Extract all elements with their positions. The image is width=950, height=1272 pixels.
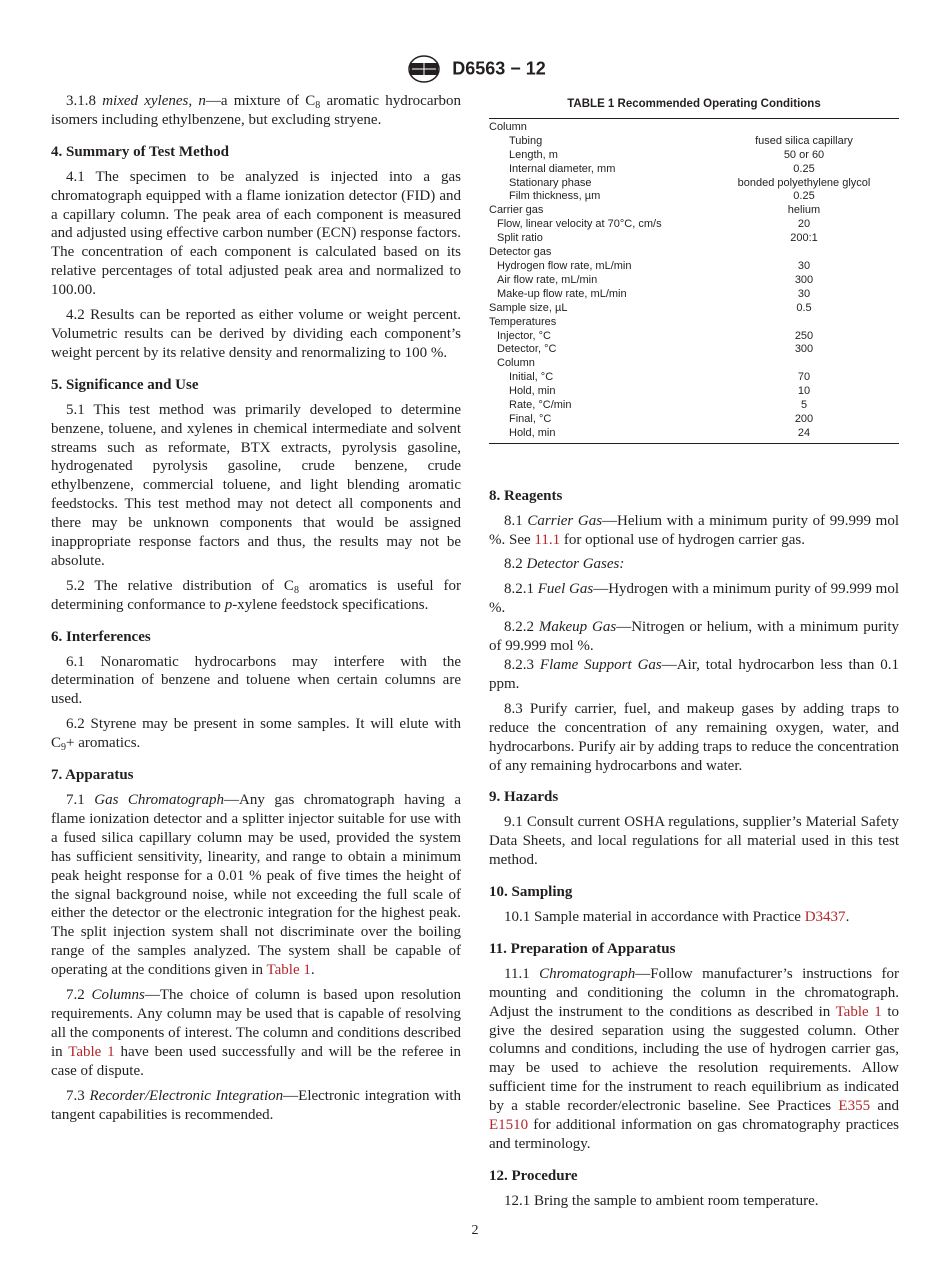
table-cell-value: 30 [797,259,811,272]
section-4-heading: 4. Summary of Test Method [51,143,229,160]
e1510-link[interactable]: E1510 [489,1117,529,1134]
paragraph-5-1: 5.1 This test method was primarily developed to determine benzene, toluene, and xylenes in chemical intermediate and solvent streams such as reformate, BTX extracts, pyrolysis gasoline, hydrogenated pyrolysis gasoline, crude benzene, crude ethylbenzene, commercial toluene, and light blending aromatic feedstocks. This test method may not detect all components and there may be unknown components that would be assigned inappropriate response factors and thus, the results may not be absolute. [51,401,461,569]
table-cell-label: Hold, min [509,385,556,398]
table-cell-value [709,357,899,371]
paragraph-8-2-2: 8.2.2 Makeup Gas—Nitrogen or helium, with a minimum purity of 99.999 mol %. [489,619,900,655]
table-cell-label: Initial, °C [509,371,554,384]
page-header [0,54,950,84]
table-cell-label: Carrier gas [489,204,544,217]
table-row [489,371,899,385]
paragraph-9-1: 9.1 Consult current OSHA regulations, supplier’s Material Safety Data Sheets, and local regulations for all material used in this test method. [489,814,899,869]
table-row [489,232,899,246]
table-1-title: TABLE 1 Recommended Operating Conditions [567,98,821,110]
table-row [489,135,899,149]
table-row [489,413,899,427]
paragraph-6-2: 6.2 Styrene may be present in some samples. It will elute with $C_9+$ aromatics. [51,716,461,754]
table-cell-value: 24 [797,426,811,439]
table-cell-value: 300 [794,343,814,356]
table-cell-value: 10 [797,385,811,398]
table-cell-value: 200:1 [790,232,818,245]
section-8-heading: 8. Reagents [489,487,563,504]
section-10-heading: 10. Sampling [489,884,573,901]
paragraph-12-1: 12.1 Bring the sample to ambient room temperature. [504,1192,819,1209]
page-number: 2 [471,1223,479,1238]
table-cell-label: Injector, °C [497,329,551,342]
paragraph-3-1-8: 3.1.8 mixed xylenes, n—a mixture of $C_8$ aromatic hydrocarbon isomers including ethylbenzene, but excluding stryene. [51,93,461,128]
table-cell-value: 50 or 60 [783,148,825,161]
paragraph-8-2: 8.2 Detector Gases: [504,556,625,573]
table-cell-value [709,316,899,330]
table-cell-value: 200 [794,412,814,425]
paragraph-11-1: 11.1 Chromatograph—Follow manufacturer’s instructions for mounting and conditioning the column in the chromatograph. Adjust the instrument to the conditions as described in Table 1 to give the desired separation using the suggested column. Other columns and conditions, including the use of hydrogen carrier gas, may be used to achieve the resolution requirements. Allow sufficient time for the instrument to reach equilibrium as indicated by a stable recorder/electronic baseline. See Practices E355 and E1510 for additional information on gas chromatography practices and terminology. [489,965,900,1152]
paragraph-4-2: 4.2 Results can be reported as either volume or weight percent. Volumetric results can be derived by dividing each component’s weight percent by its relative density and renormalizing to 100 %. [51,307,461,361]
table-row [489,246,899,260]
table-1-link[interactable]: Table 1 [266,962,311,979]
table-cell-value: 30 [797,287,811,300]
table-cell-label: Column [489,120,527,133]
paragraph-4-1: 4.1 The specimen to be analyzed is injected into a gas chromatograph equipped with a flame ionization detector (FID) and a capillary column. The peak area of each component is measured and adjusted using effective carbon number (ECN) response factors. The concentration of each component is calculated based on its relative percentages of total adjusted peak area and normalized to 100.00. [51,168,462,299]
table-cell-label: Final, °C [509,412,552,425]
table-row [489,204,899,218]
table-cell-label: Column [497,357,535,370]
table-cell-value: bonded polyethylene glycol [737,176,871,189]
table-cell-label: Flow, linear velocity at 70°C, cm/s [497,218,662,231]
table-cell-value: 0.25 [793,162,815,175]
table-cell-value: 300 [794,273,814,286]
astm-logo-icon [404,54,444,84]
table-row [489,399,899,413]
table-cell-label: Rate, °C/min [509,399,572,412]
table-row [489,218,899,232]
paragraph-7-2: 7.2 Columns—The choice of column is based upon resolution requirements. Any column may be used that is capable of resolving all the components of interest. The column and conditions described in Table 1 have been used successfully and will be the referee in case of dispute. [51,987,461,1079]
table-row [489,316,899,330]
section-6-heading: 6. Interferences [51,628,151,645]
table-cell-value: 5 [800,399,808,412]
paragraph-5-2: 5.2 The relative distribution of $C_8$ aromatics is useful for determining conformance to p-xylene feedstock specifications. [51,577,461,613]
section-7-heading: 7. Apparatus [51,767,134,784]
paragraph-6-1: 6.1 Nonaromatic hydrocarbons may interfere with the determination of benzene and toluene when certain columns are used. [51,653,461,708]
table-cell-value: 20 [797,218,811,231]
table-1-link[interactable]: Table 1 [835,1003,882,1020]
right-column [489,92,899,1217]
table-1-link[interactable]: Table 1 [68,1043,115,1060]
table-cell-value: 70 [797,371,811,384]
table-cell-label: Detector gas [489,246,552,259]
table-row [489,357,899,371]
section-11-heading: 11. Preparation of Apparatus [489,940,676,957]
table-row [489,163,899,177]
left-column [51,92,461,1130]
table-row [489,118,899,134]
e355-link[interactable]: E355 [838,1098,871,1115]
paragraph-8-2-3: 8.2.3 Flame Support Gas—Air, total hydrocarbon less than 0.1 ppm. [489,657,900,692]
table-cell-value [709,246,899,260]
section-9-heading: 9. Hazards [489,789,559,806]
table-cell-value: fused silica capillary [755,134,853,147]
table-row [489,288,899,302]
section-5-heading: 5. Significance and Use [51,376,199,393]
table-row [489,302,899,316]
operating-conditions-table [489,118,899,444]
table-cell-label: Air flow rate, mL/min [497,273,598,286]
table-cell-label: Hold, min [509,426,556,439]
table-cell-label: Make-up flow rate, mL/min [497,287,627,300]
table-cell-value [709,118,899,134]
table-cell-value: 0.25 [793,190,815,203]
table-cell-label: Film thickness, µm [509,190,601,203]
paragraph-10-1: 10.1 Sample material in accordance with Practice D3437. [504,908,850,925]
d3437-link[interactable]: D3437 [804,908,846,925]
table-row [489,343,899,357]
table-cell-value: 250 [794,329,814,342]
section-12-heading: 12. Procedure [489,1167,578,1184]
table-cell-label: Stationary phase [509,176,592,189]
table-row [489,260,899,274]
paragraph-8-2-1: 8.2.1 Fuel Gas—Hydrogen with a minimum purity of 99.999 mol %. [489,581,900,617]
table-row [489,385,899,399]
table-cell-label: Tubing [509,134,543,147]
paragraph-7-3: 7.3 Recorder/Electronic Integration—Electronic integration with tangent capabilities is recommended. [51,1087,461,1123]
table-cell-label: Length, m [509,148,558,161]
table-row [489,177,899,191]
table-cell-label: Internal diameter, mm [509,162,616,175]
table-cell-label: Temperatures [489,315,557,328]
table-cell-label: Split ratio [497,232,543,245]
table-row [489,427,899,443]
paragraph-7-1: 7.1 Gas Chromatograph—Any gas chromatograph having a flame ionization detector and a splitter injector suitable for use with a fused silica capillary column may be used, provided the system has sufficient sensitivity, linearity, and range to obtain a minimum peak height response for a 0.01 % peak of five times the height of the signal background noise, while not exceeding the full scale of either the detector or the electronic integration for the highest peak. The split injection system shall not discriminate over the boiling range of the samples analyzed. The system shall be capable of operating at the conditions given in Table 1. [51,792,462,979]
paragraph-8-1: 8.1 Carrier Gas—Helium with a minimum purity of 99.999 mol %. See 11.1 for optional use of hydrogen carrier gas. [489,512,900,548]
table-cell-label: Sample size, µL [489,301,568,314]
table-cell-value: 0.5 [796,301,812,314]
table-cell-label: Detector, °C [497,343,557,356]
table-cell-value: helium [787,204,821,217]
table-row [489,274,899,288]
table-row [489,330,899,344]
table-row [489,190,899,204]
table-cell-label: Hydrogen flow rate, mL/min [497,259,632,272]
paragraph-8-3: 8.3 Purify carrier, fuel, and makeup gases by adding traps to reduce the concentration of any remaining oxygen, water, and hydrocarbons. Purify air by adding traps to reduce the concentration of any remaining hydrocarbons and water. [489,700,899,774]
section-11-1-link[interactable]: 11.1 [534,531,561,548]
table-row [489,149,899,163]
standard-designation: D6563 − 12 [452,58,546,79]
